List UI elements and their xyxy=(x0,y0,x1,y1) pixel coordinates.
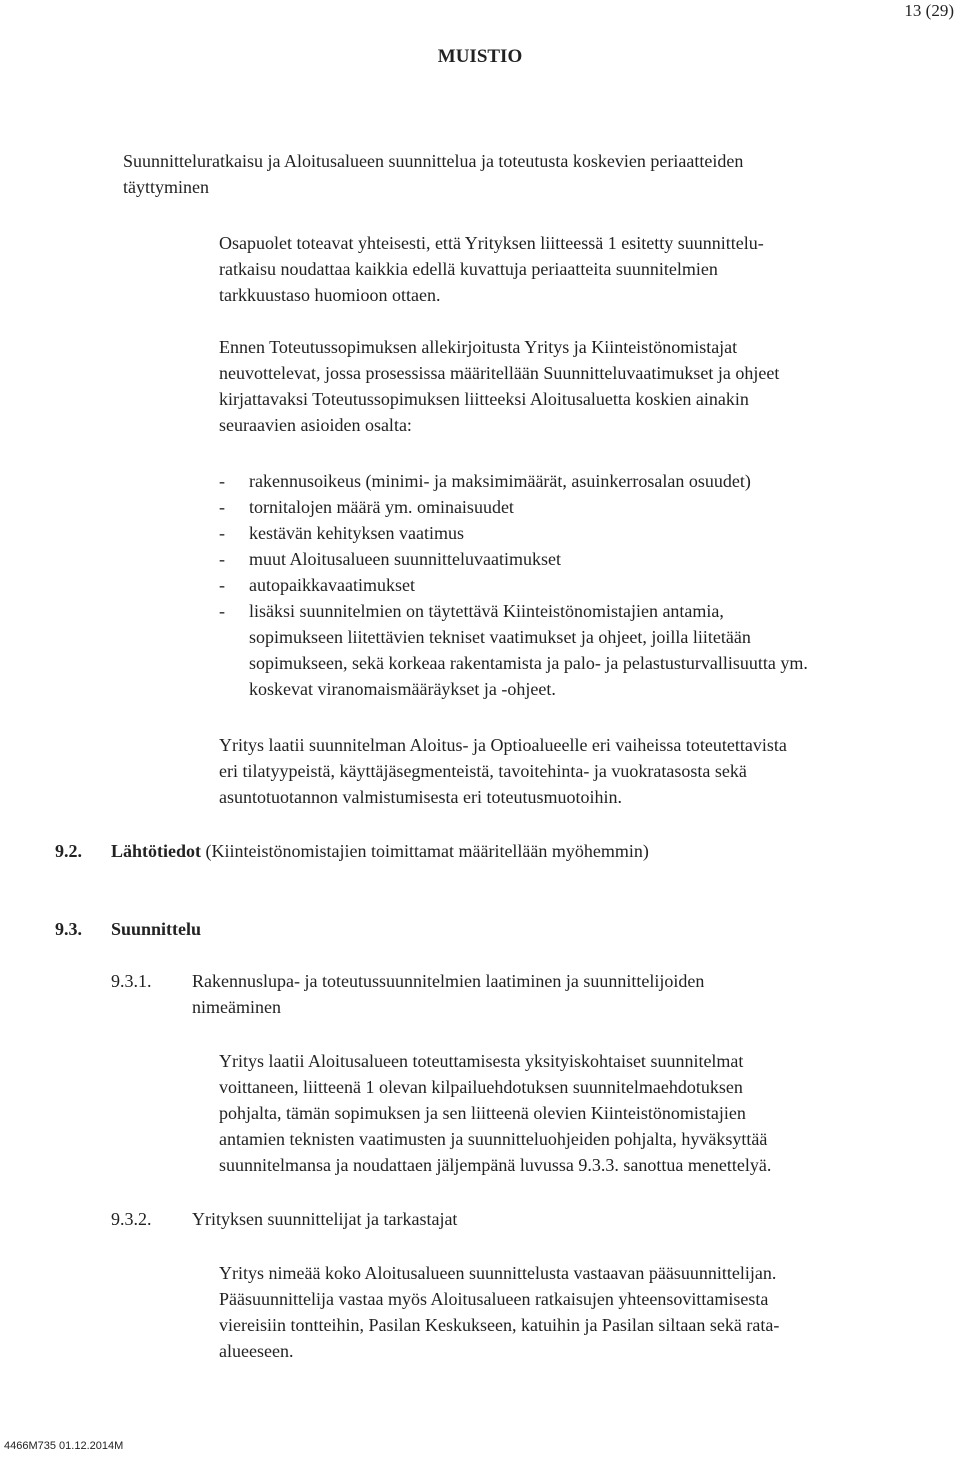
paragraph-negotiation xyxy=(219,334,949,438)
page-number: 13 (29) xyxy=(904,1,954,20)
paragraph-line: ratkaisu noudattaa kaikkia edellä kuvattuja periaatteita suunnitelmien xyxy=(219,259,718,279)
intro-heading-line-1: Suunnitteluratkaisu ja Aloitusalueen suunnittelua ja toteutusta koskevien periaatteiden xyxy=(123,151,744,171)
list-item-line: sopimukseen liitettävien tekniset vaatimukset ja ohjeet, joilla liitetään xyxy=(249,627,751,647)
paragraph-line: Pääsuunnittelija vastaa myös Aloitusalueen ratkaisujen yhteensovittamisesta xyxy=(219,1289,769,1309)
paragraph-line: kirjattavaksi Toteutussopimuksen liitteeksi Aloitusaluetta koskien ainakin xyxy=(219,389,749,409)
paragraph-line: neuvottelevat, jossa prosessissa määritellään Suunnitteluvaatimukset ja ohjeet xyxy=(219,363,780,383)
list-item xyxy=(219,572,939,598)
paragraph-line: Yritys laatii Aloitusalueen toteuttamisesta yksityiskohtaiset suunnitelmat xyxy=(219,1051,744,1071)
subsection-number-9-3-2: 9.3.2. xyxy=(111,1209,152,1229)
section-title-rest: (Kiinteistönomistajien toimittamat määritellään myöhemmin) xyxy=(201,841,649,861)
subsection-title-line: Rakennuslupa- ja toteutussuunnitelmien laatiminen ja suunnittelijoiden xyxy=(192,971,705,991)
paragraph-line: viereisiin tontteihin, Pasilan Keskukseen, katuihin ja Pasilan siltaan sekä rata- xyxy=(219,1315,780,1335)
paragraph-line: pohjalta, tämän sopimuksen ja sen liitteenä olevien Kiinteistönomistajien xyxy=(219,1103,746,1123)
section-title: Suunnittelu xyxy=(111,919,202,939)
paragraph-line: seuraavien asioiden osalta: xyxy=(219,415,412,435)
section-heading-9-3 xyxy=(55,916,935,942)
list-dash: - xyxy=(219,497,225,517)
list-dash: - xyxy=(219,601,225,621)
document-title: MUISTIO xyxy=(437,46,523,67)
list-dash: - xyxy=(219,549,225,569)
subsection-number-9-3-1: 9.3.1. xyxy=(111,971,152,991)
paragraph-line: Yritys laatii suunnitelman Aloitus- ja Optioalueelle eri vaiheissa toteutettavista xyxy=(219,735,787,755)
paragraph-plan xyxy=(219,732,949,810)
list-dash: - xyxy=(219,523,225,543)
list-item xyxy=(219,494,939,520)
list-item-line: lisäksi suunnitelmien on täytettävä Kiinteistönomistajien antamia, xyxy=(249,601,724,621)
section-number: 9.2. xyxy=(55,841,82,861)
list-item-text: muut Aloitusalueen suunnitteluvaatimukset xyxy=(249,549,561,569)
subsection-title-line: nimeäminen xyxy=(192,997,281,1017)
section-title-bold: Lähtötiedot xyxy=(111,841,201,861)
requirements-list xyxy=(219,468,939,702)
list-item xyxy=(219,468,939,494)
subsection-title-9-3-2: Yrityksen suunnittelijat ja tarkastajat xyxy=(192,1209,458,1229)
list-item-text: tornitalojen määrä ym. ominaisuudet xyxy=(249,497,514,517)
section-number: 9.3. xyxy=(55,919,82,939)
list-item-text: autopaikkavaatimukset xyxy=(249,575,415,595)
list-item-text xyxy=(249,598,939,702)
paragraph-line: alueeseen. xyxy=(219,1341,294,1361)
paragraph-line: Yritys nimeää koko Aloitusalueen suunnittelusta vastaavan pääsuunnittelijan. xyxy=(219,1263,777,1283)
paragraph-9-3-2 xyxy=(219,1260,949,1364)
paragraph-line: Ennen Toteutussopimuksen allekirjoitusta Yritys ja Kiinteistönomistajat xyxy=(219,337,738,357)
paragraph-agreement xyxy=(219,230,949,308)
intro-heading-line-2: täyttyminen xyxy=(123,177,209,197)
list-item xyxy=(219,520,939,546)
paragraph-line: asuntotuotannon valmistumisesta eri toteutusmuotoihin. xyxy=(219,787,622,807)
list-item-text: kestävän kehityksen vaatimus xyxy=(249,523,464,543)
list-dash: - xyxy=(219,575,225,595)
list-item xyxy=(219,598,939,702)
list-item-text: rakennusoikeus (minimi- ja maksimimäärät, asuinkerrosalan osuudet) xyxy=(249,471,751,491)
paragraph-line: Osapuolet toteavat yhteisesti, että Yrityksen liitteessä 1 esitetty suunnittelu- xyxy=(219,233,764,253)
list-dash: - xyxy=(219,471,225,491)
list-item-line: sopimukseen, sekä korkeaa rakentamista ja palo- ja pelastusturvallisuutta ym. xyxy=(249,653,808,673)
list-item xyxy=(219,546,939,572)
subsection-title-9-3-1 xyxy=(192,968,892,1020)
section-heading-9-2 xyxy=(55,838,935,864)
paragraph-line: suunnitelmansa ja noudattaen jäljempänä luvussa 9.3.3. sanottua menettelyä. xyxy=(219,1155,772,1175)
paragraph-line: tarkkuustaso huomioon ottaen. xyxy=(219,285,441,305)
paragraph-line: eri tilatyypeistä, käyttäjäsegmenteistä, tavoitehinta- ja vuokratasosta sekä xyxy=(219,761,747,781)
paragraph-line: antamien teknisten vaatimusten ja suunnitteluohjeiden pohjalta, hyväksyttää xyxy=(219,1129,768,1149)
paragraph-9-3-1 xyxy=(219,1048,949,1178)
document-footer-code: 4466M735 01.12.2014M xyxy=(4,1440,124,1452)
paragraph-line: voittaneen, liitteenä 1 olevan kilpailuehdotuksen suunnitelmaehdotuksen xyxy=(219,1077,743,1097)
list-item-line: koskevat viranomaismääräykset ja -ohjeet. xyxy=(249,679,556,699)
